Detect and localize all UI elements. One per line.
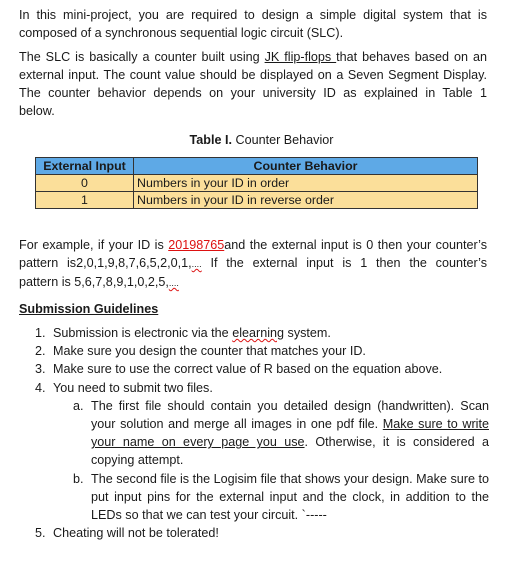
- sub-list-letter: a.: [73, 398, 84, 413]
- name-instruction: Make sure to write your name on every page you use: [91, 417, 489, 450]
- list-number: 3.: [35, 362, 46, 377]
- list-text: Make sure to use the correct value of R based on the equation above.: [53, 362, 443, 377]
- slc-line: below.: [19, 104, 55, 118]
- table-header-cell: Counter Behavior: [134, 158, 478, 175]
- table-cell: Numbers in your ID in reverse order: [134, 192, 478, 209]
- example-text: pattern is 5,6,7,8,9,1,0,2,5,: [19, 275, 169, 289]
- table-row: [36, 175, 478, 192]
- list-item: [19, 360, 489, 378]
- sub-list-item: [53, 470, 489, 525]
- slc-paragraph: [19, 48, 487, 120]
- example-text: For example, if your ID is: [19, 238, 169, 252]
- slc-text: that behaves based on an: [336, 50, 487, 64]
- list-item: [19, 342, 489, 360]
- list-number: 4.: [35, 380, 46, 395]
- slc-text: The SLC is basically a counter built using: [19, 50, 265, 64]
- table-caption-text: Counter Behavior: [231, 133, 334, 147]
- list-item: [19, 524, 489, 542]
- sub-list-item: [53, 397, 489, 470]
- list-text: system.: [284, 326, 331, 340]
- list-text: Make sure you design the counter that matches your ID.: [53, 344, 366, 359]
- example-line: [19, 254, 487, 273]
- table-cell: 0: [36, 175, 134, 192]
- table-header-row: [36, 158, 478, 175]
- list-number: 2.: [35, 344, 46, 359]
- sub-list-text: The second file is the Logisim file that shows your design. Make sure to put input pins for the external input and the clock, in addition to the LEDs so that we can test your circuit. `-----: [91, 471, 489, 523]
- list-item: [19, 324, 489, 342]
- list-number: 1.: [35, 326, 46, 340]
- list-text: You need to submit two files.: [53, 380, 213, 395]
- jk-flip-flops-link: JK flip-flops: [264, 50, 337, 64]
- list-text: Cheating will not be tolerated!: [53, 526, 219, 541]
- table-caption: [0, 133, 523, 147]
- submission-heading: Submission Guidelines: [19, 302, 159, 316]
- slc-line: The counter behavior depends on your university ID as explained in Table 1: [19, 86, 487, 100]
- list-number: 5.: [35, 526, 46, 541]
- table-row: [36, 192, 478, 209]
- sub-list: [53, 397, 489, 524]
- example-line: [19, 236, 487, 254]
- spelling-mark: ....: [168, 278, 179, 288]
- list-item: [19, 379, 489, 525]
- slc-line: external input. The count value should be displayed on a Seven Segment Display.: [19, 68, 487, 82]
- elearning-word: elearning: [232, 326, 285, 340]
- sub-list-letter: b.: [73, 471, 84, 486]
- list-text: Submission is electronic via the: [53, 326, 233, 340]
- table-cell: 1: [36, 192, 134, 209]
- table-caption-label: Table I.: [189, 133, 232, 147]
- counter-behavior-table: [35, 157, 478, 209]
- example-text: and the external input is 0 then your counter’s: [224, 238, 487, 252]
- intro-paragraph: [19, 6, 487, 42]
- spelling-mark: ....: [191, 259, 202, 269]
- table-cell: Numbers in your ID in order: [134, 175, 478, 192]
- example-id: 20198765: [168, 238, 225, 252]
- sub-list-text: The first file should contain you detailed design (handwritten). Scan your solution and merge all images in one pdf file.: [91, 398, 489, 432]
- sub-list-text: . Otherwise, it is considered a copying attempt.: [91, 435, 489, 468]
- intro-line: composed of a synchronous sequential logic circuit (SLC).: [19, 26, 344, 40]
- intro-line: In this mini-project, you are required to design a simple digital system that is: [19, 8, 487, 22]
- example-text: pattern is2,0,1,9,8,7,6,5,2,0,1,: [19, 256, 192, 270]
- example-paragraph: [19, 236, 487, 292]
- example-text: If the external input is 1 then the counter’s: [201, 256, 487, 270]
- example-line: [19, 273, 487, 292]
- slc-line: [19, 48, 487, 66]
- table-header-cell: External Input: [36, 158, 134, 175]
- submission-list: [19, 324, 489, 542]
